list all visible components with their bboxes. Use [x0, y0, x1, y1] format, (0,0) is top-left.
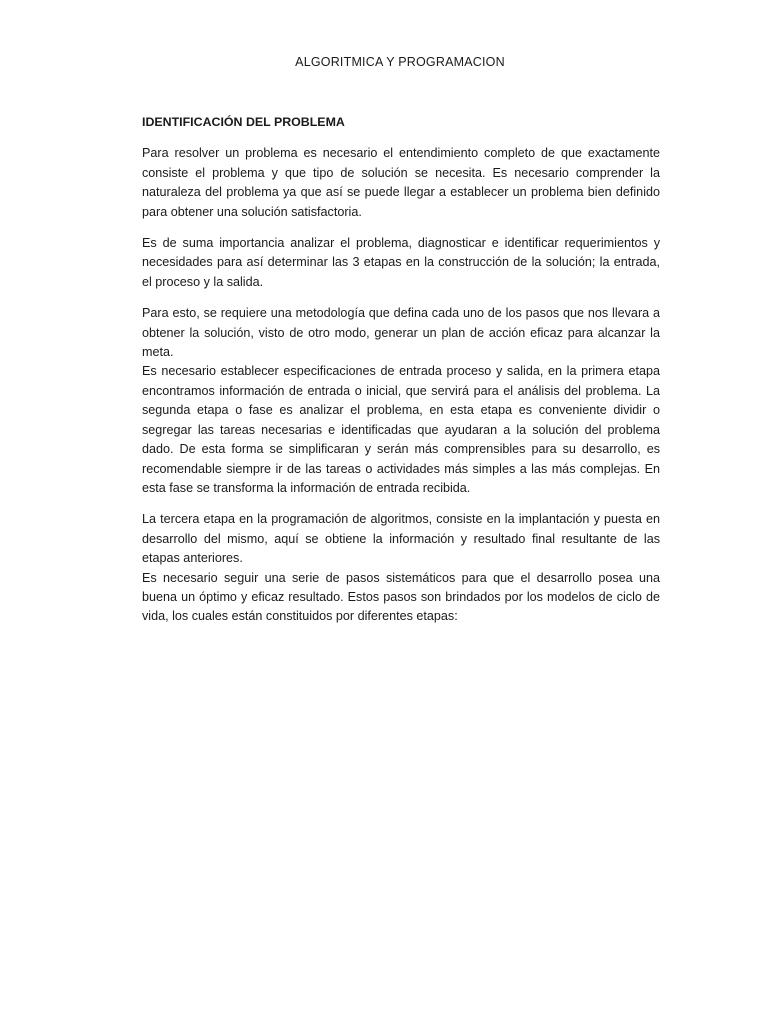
paragraph-4: Es necesario establecer especificaciones de entrada proceso y salida, en la primera etapa encontramos información de entrada o inicial, que servirá para el análisis del problema. La segunda etapa o fase es analizar el problema, en esta etapa es conveniente dividir o segregar las tareas necesarias e identificadas que ayudaran a la solución del problema dado. De esta forma se simplificaran y serán más comprensibles para su desarrollo, es recomendable siempre ir de las tareas o actividades más simples a las más complejas. En esta fase se transforma la información de entrada recibida. [142, 364, 660, 495]
paragraph-2: Es de suma importancia analizar el problema, diagnosticar e identificar requerimientos y necesidades para así determinar las 3 etapas en la construcción de la solución; la entrada, el proceso y la salida. [142, 236, 660, 289]
paragraph-3: Para esto, se requiere una metodología que defina cada uno de los pasos que nos llevara a obtener la solución, visto de otro modo, generar un plan de acción eficaz para alcanzar la meta. [142, 306, 660, 360]
paragraph-1: Para resolver un problema es necesario el entendimiento completo de que exactamente consiste el problema y que tipo de solución se necesita. Es necesario comprender la naturaleza del problema ya que así se puede llegar a establecer un problema bien definido para obtener una solución satisfactoria. [142, 146, 660, 219]
paragraph-6: Es necesario seguir una serie de pasos sistemáticos para que el desarrollo posea una buena un óptimo y eficaz resultado. Estos pasos son brindados por los modelos de ciclo de vida, los cuales están constituidos por diferentes etapas: [142, 570, 660, 624]
section-heading: IDENTIFICACIÓN DEL PROBLEMA [142, 115, 345, 129]
document-title: ALGORITMICA Y PROGRAMACION [295, 55, 505, 69]
paragraph-5: La tercera etapa en la programación de algoritmos, consiste en la implantación y puesta en desarrollo del mismo, aquí se obtiene la información y resultado final resultante de las etapas anteriores. [142, 512, 660, 566]
document-body [142, 113, 660, 639]
